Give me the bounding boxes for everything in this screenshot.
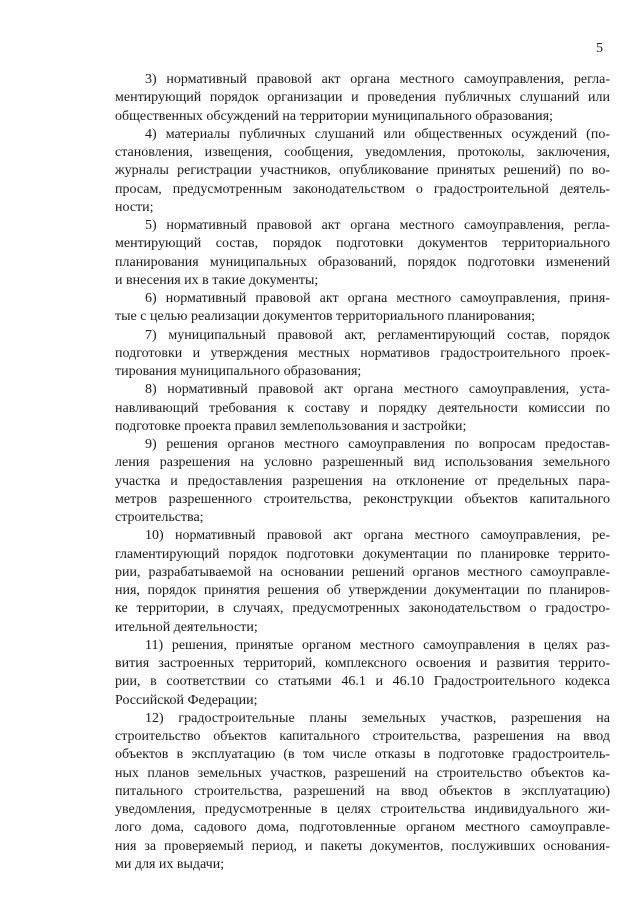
text-line: участка и предоставления разрешения на отклонение от предельных пара- <box>115 473 610 489</box>
text-line: 12) градостроительные планы земельных участков, разрешения на <box>145 710 610 726</box>
text-line: 3) нормативный правовой акт органа местного самоуправления, регла- <box>145 72 610 87</box>
list-item-paragraph <box>115 527 610 637</box>
text-line: журналы регистрации участников, опубликование принятых решений) по во- <box>115 163 610 179</box>
text-line: 8) нормативный правовой акт органа местного самоуправления, уста- <box>145 382 610 398</box>
text-line: вития застроенных территорий, комплексного освоения и развития террито- <box>115 656 610 671</box>
text-line: и внесения их в такие документы; <box>115 272 319 288</box>
text-line: рии, в соответствии со статьями 46.1 и 46.10 Градостроительного кодекса <box>115 674 610 690</box>
text-line: 10) нормативный правовой акт органа местного самоуправления, ре- <box>145 528 610 544</box>
text-line: 9) решения органов местного самоуправления по вопросам предостав- <box>145 437 610 452</box>
text-line: подготовки и утверждения местных нормативов градостроительного проек- <box>115 345 610 361</box>
text-line: подготовке проекта правил землепользования и застройки; <box>115 418 467 434</box>
list-item-paragraph <box>115 436 610 527</box>
text-line: 4) материалы публичных слушаний или общественных осуждений (по- <box>145 126 610 142</box>
list-item-paragraph <box>115 71 610 126</box>
text-line: тые с целью реализации документов территориального планирования; <box>115 309 536 325</box>
list-item-paragraph <box>115 710 610 874</box>
list-item-paragraph <box>115 217 610 290</box>
text-line: ния за проверяемый период, и пакеты документов, послуживших основания- <box>115 838 610 854</box>
text-line: уведомления, предусмотренные в целях строительства индивидуального жи- <box>115 802 610 817</box>
text-line: ми для их выдачи; <box>115 856 225 872</box>
text-line: просам, предусмотренным законодательством о градостроительной деятель- <box>115 181 610 197</box>
list-item-paragraph <box>115 327 610 382</box>
list-item-paragraph <box>115 381 610 436</box>
text-line: ния, порядок принятия решения об утверждении документации по планиров- <box>115 583 610 598</box>
text-line: рии, разрабатываемой на основании решений органов местного самоуправле- <box>115 564 610 580</box>
text-line: ментирующий порядок организации и проведения публичных слушаний или <box>115 90 610 106</box>
list-item-paragraph <box>115 637 610 710</box>
text-line: 7) муниципальный правовой акт, регламентирующий состав, порядок <box>145 327 610 343</box>
text-line: ности; <box>115 199 154 215</box>
list-item-paragraph <box>115 290 610 327</box>
text-line: питального строительства, разрешений на ввод объектов в эксплуатацию) <box>115 783 610 799</box>
text-line: Российской Федерации; <box>115 692 258 708</box>
text-line: планирования муниципальных образований, порядок подготовки изменений <box>115 254 610 270</box>
text-line: строительство объектов капитального строительства, разрешения на ввод <box>115 729 610 744</box>
page-number: 5 <box>596 41 603 56</box>
text-line: гламентирующий порядок подготовки документации по планировке террито- <box>115 546 610 562</box>
text-line: лого дома, садового дома, подготовленные органом местного самоуправле- <box>115 820 610 836</box>
text-line: ных планов земельных участков, разрешений на строительство объектов ка- <box>115 765 610 781</box>
text-line: строительства; <box>115 510 204 525</box>
text-line: метров разрешенного строительства, реконструкции объектов капитального <box>115 491 610 507</box>
text-line: ительной деятельности; <box>115 619 258 635</box>
text-line: ления разрешения на условно разрешенный вид использования земельного <box>115 455 610 471</box>
text-line: ментирующий состав, порядок подготовки документов территориального <box>115 236 610 252</box>
text-line: 6) нормативный правовой акт органа местного самоуправления, приня- <box>145 291 610 306</box>
list-item-paragraph <box>115 126 610 217</box>
text-line: объектов в эксплуатацию (в том числе отказы в подготовке градостроитель- <box>115 747 610 763</box>
text-line: общественных обсуждений на территории муниципального образования; <box>115 108 553 124</box>
text-line: 5) нормативный правовой акт органа местного самоуправления, регла- <box>145 218 610 233</box>
text-line: ке территории, в случаях, предусмотренных законодательством о градостро- <box>115 601 610 617</box>
document-body <box>115 71 610 874</box>
text-line: тирования муниципального образования; <box>115 364 362 379</box>
text-line: навливающий требования к составу и порядку деятельности комиссии по <box>115 400 610 416</box>
text-line: 11) решения, принятые органом местного самоуправления в целях раз- <box>145 637 610 653</box>
text-line: становления, извещения, сообщения, уведомления, протоколы, заключения, <box>115 145 610 160</box>
